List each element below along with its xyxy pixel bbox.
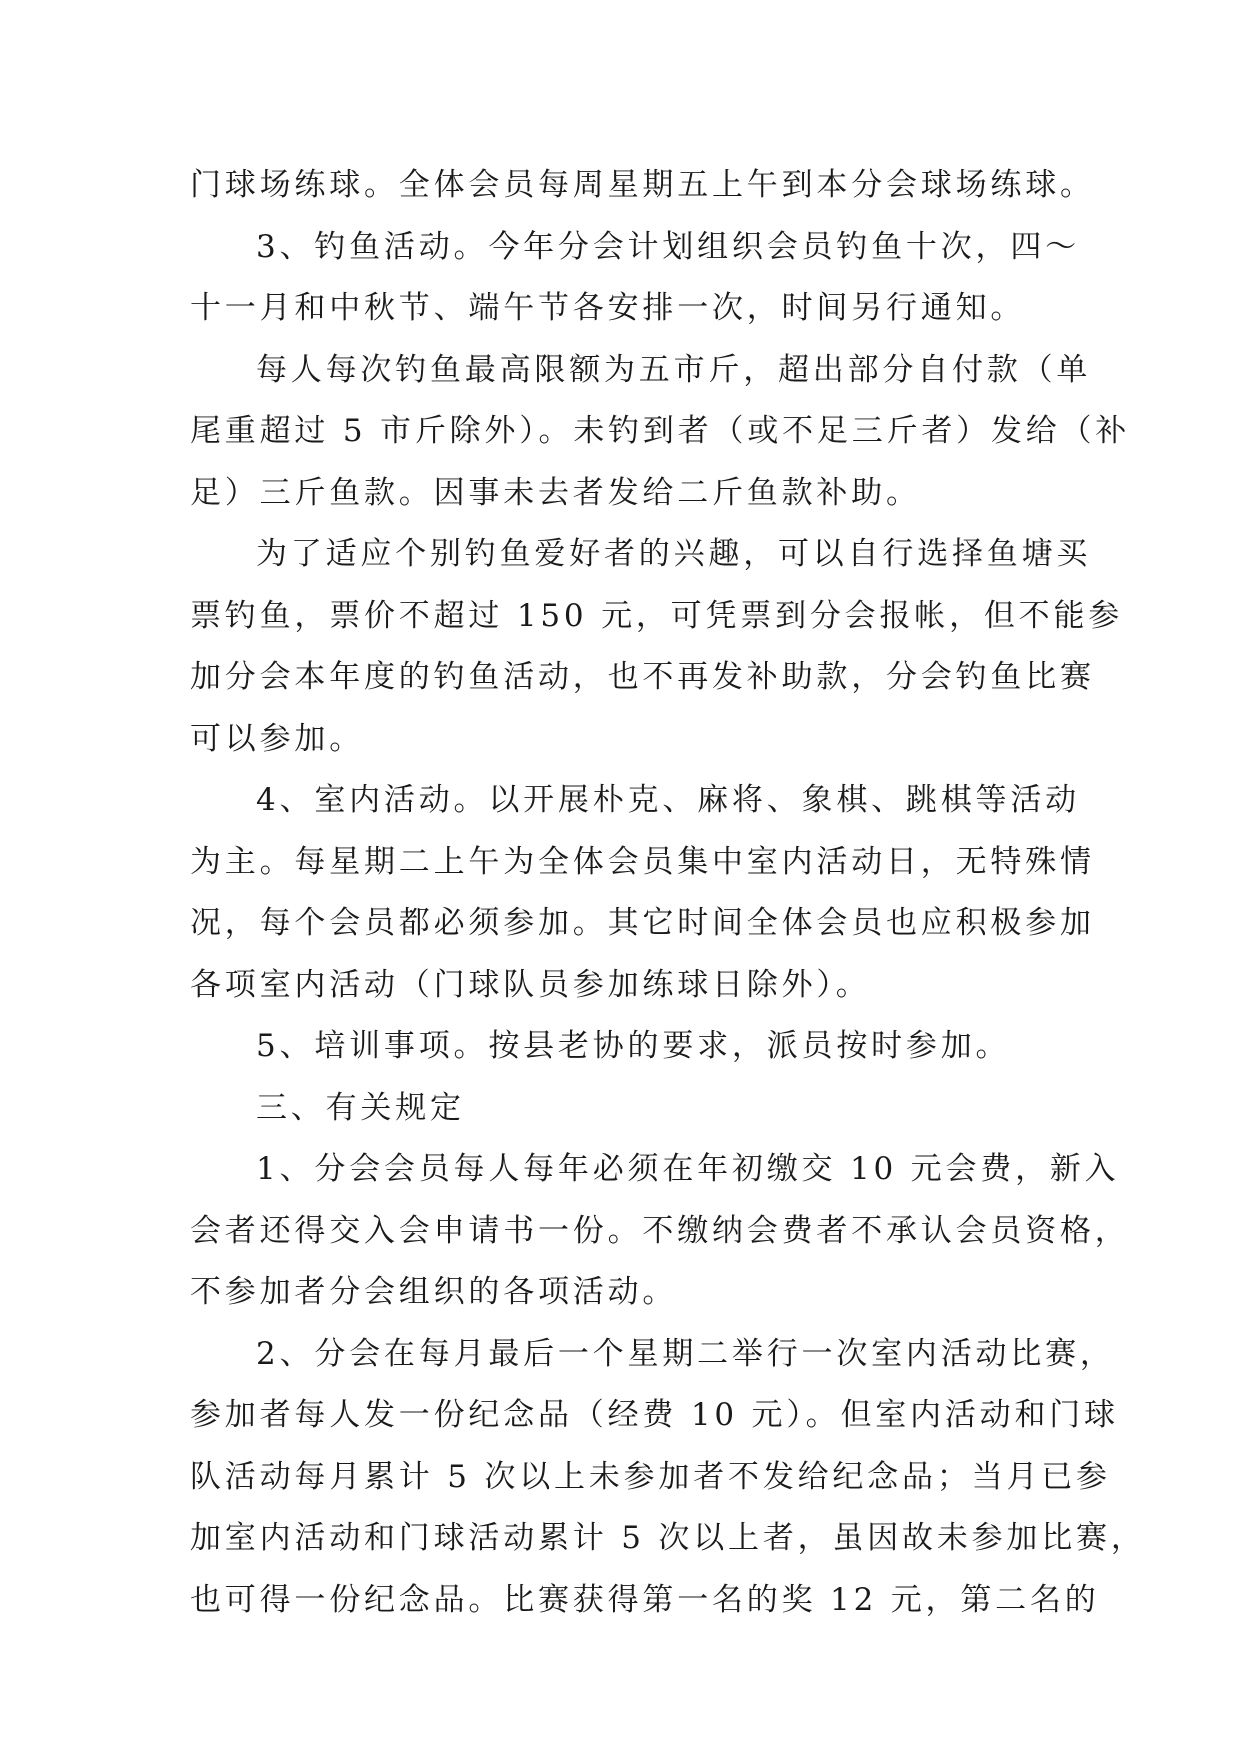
text-line: 会者还得交入会申请书一份。不缴纳会费者不承认会员资格， (190, 1212, 1130, 1249)
text-line: 为主。每星期二上午为全体会员集中室内活动日，无特殊情 (190, 843, 1095, 880)
document-body (190, 155, 1146, 1631)
text-line: 1、分会会员每人每年必须在年初缴交 10 元会费，新入 (256, 1151, 1120, 1187)
text-line: 4、室内活动。以开展朴克、麻将、象棋、跳棋等活动 (256, 782, 1080, 818)
text-line: 票钓鱼，票价不超过 150 元，可凭票到分会报帐，但不能参 (190, 597, 1124, 634)
text-line: 队活动每月累计 5 次以上未参加者不发给纪念品；当月已参 (190, 1458, 1111, 1495)
text-line: 门球场练球。全体会员每周星期五上午到本分会球场练球。 (190, 167, 1095, 203)
text-line: 每人每次钓鱼最高限额为五市斤，超出部分自付款（单 (256, 351, 1092, 388)
section-heading: 三、有关规定 (256, 1089, 465, 1126)
text-line: 也可得一份纪念品。比赛获得第一名的奖 12 元，第二名的 (190, 1581, 1100, 1618)
text-line: 十一月和中秋节、端午节各安排一次，时间另行通知。 (190, 290, 1026, 326)
text-line: 况，每个会员都必须参加。其它时间全体会员也应积极参加 (190, 905, 1095, 941)
text-line: 2、分会在每月最后一个星期二举行一次室内活动比赛， (256, 1335, 1115, 1372)
text-line: 3、钓鱼活动。今年分会计划组织会员钓鱼十次，四～ (256, 228, 1080, 265)
text-line: 不参加者分会组织的各项活动。 (190, 1274, 678, 1310)
text-line: 加室内活动和门球活动累计 5 次以上者，虽因故未参加比赛， (190, 1520, 1146, 1556)
text-line: 参加者每人发一份纪念品（经费 10 元）。但室内活动和门球 (190, 1397, 1119, 1433)
text-line: 足）三斤鱼款。因事未去者发给二斤鱼款补助。 (190, 474, 921, 511)
text-line: 5、培训事项。按县老协的要求，派员按时参加。 (256, 1028, 1011, 1064)
text-line: 各项室内活动（门球队员参加练球日除外）。 (190, 966, 871, 1003)
text-line: 加分会本年度的钓鱼活动，也不再发补助款，分会钓鱼比赛 (190, 659, 1095, 695)
text-line: 可以参加。 (190, 720, 364, 757)
text-line: 为了适应个别钓鱼爱好者的兴趣，可以自行选择鱼塘买 (256, 536, 1092, 572)
text-line: 尾重超过 5 市斤除外）。未钓到者（或不足三斤者）发给（补 (190, 413, 1131, 449)
